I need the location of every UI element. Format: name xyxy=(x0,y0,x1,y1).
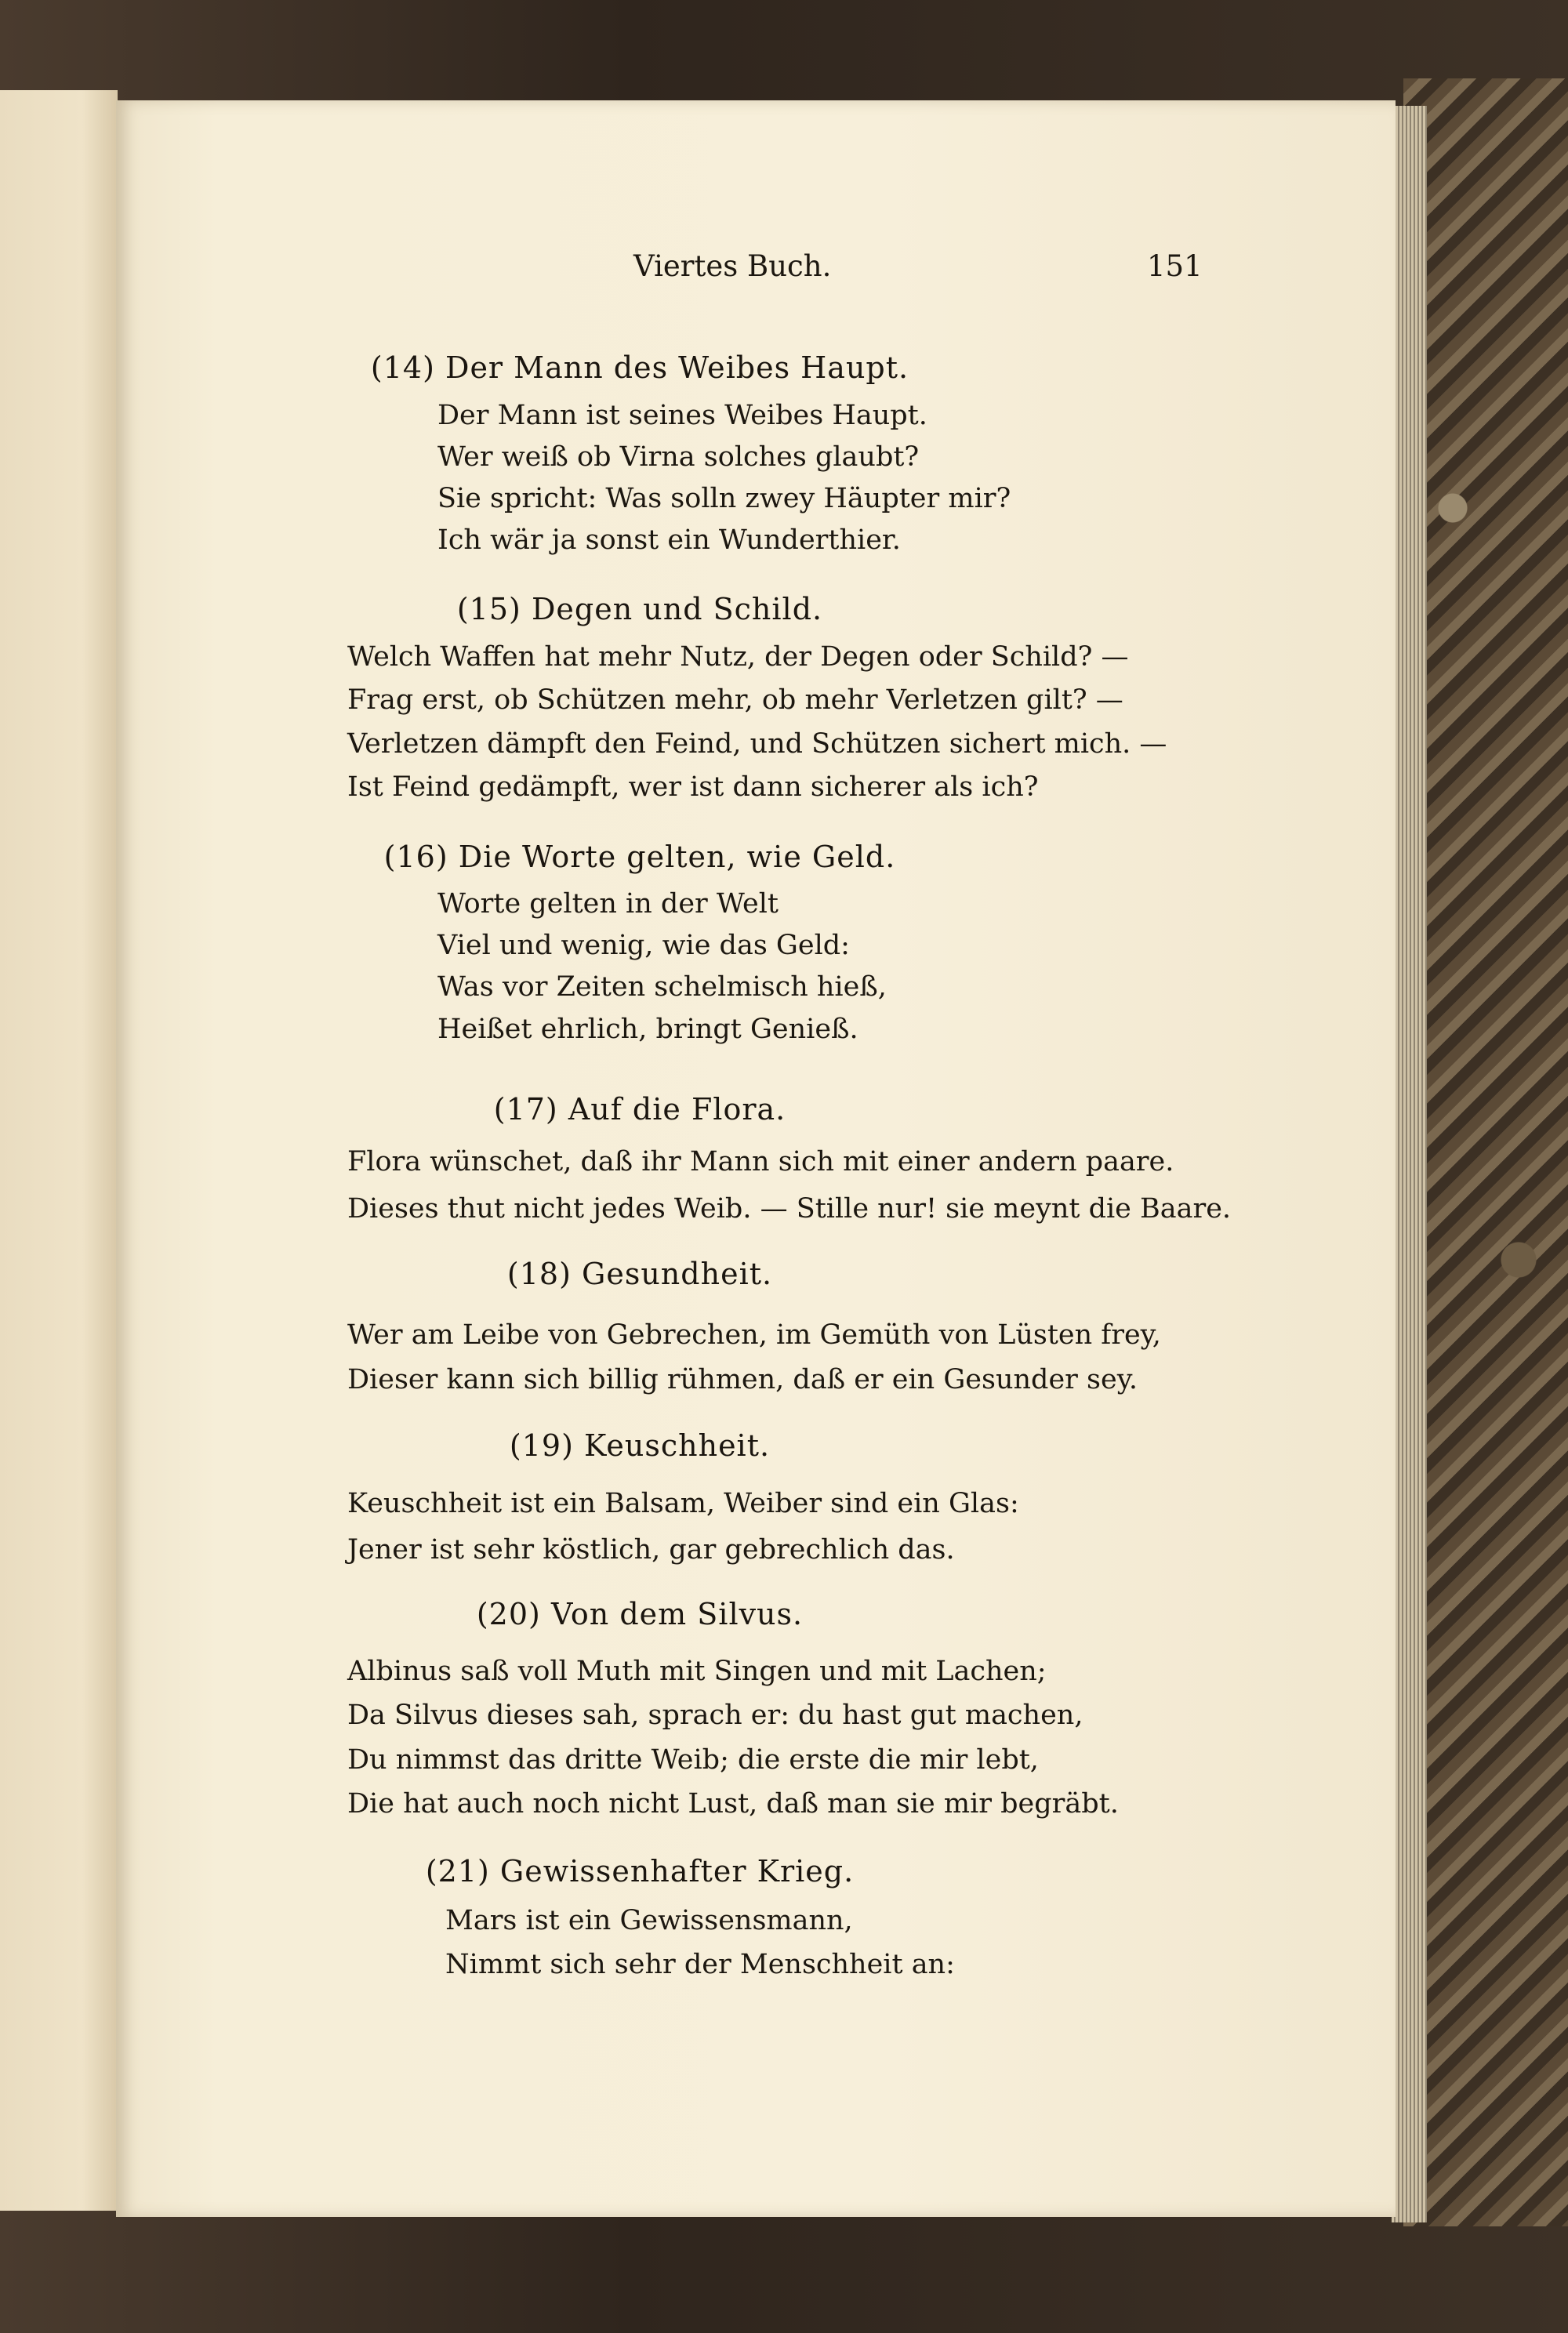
facing-page-edge xyxy=(0,90,118,2211)
poem-line: Was vor Zeiten schelmisch hieß, xyxy=(437,971,887,1003)
poem-line: Sie spricht: Was solln zwey Häupter mir? xyxy=(437,483,1011,514)
poem-line: Wer am Leibe von Gebrechen, im Gemüth von Lüsten frey, xyxy=(347,1319,1161,1351)
poem-line: Albinus saß voll Muth mit Singen und mit Lachen; xyxy=(347,1656,1047,1687)
poem-line: Wer weiß ob Virna solches glaubt? xyxy=(437,441,920,473)
poem-line: Du nimmst das dritte Weib; die erste die mir lebt, xyxy=(347,1744,1039,1776)
poem-line: Worte gelten in der Welt xyxy=(437,888,779,920)
poem-line: Flora wünschet, daß ihr Mann sich mit einer andern paare. xyxy=(347,1146,1174,1177)
poem-heading: (19) Keuschheit. xyxy=(509,1428,771,1463)
poem-line: Dieses thut nicht jedes Weib. — Stille nur! sie meynt die Baare. xyxy=(347,1193,1232,1225)
poem-line: Viel und wenig, wie das Geld: xyxy=(437,930,850,961)
poem-line: Welch Waffen hat mehr Nutz, der Degen oder Schild? — xyxy=(347,641,1129,673)
poem-line: Der Mann ist seines Weibes Haupt. xyxy=(437,400,927,431)
poem-heading: (15) Degen und Schild. xyxy=(456,592,823,626)
poem-heading: (20) Von dem Silvus. xyxy=(476,1597,804,1631)
poem-line: Dieser kann sich billig rühmen, daß er ein Gesunder sey. xyxy=(347,1364,1138,1395)
poem-line: Die hat auch noch nicht Lust, daß man sie mir begräbt. xyxy=(347,1788,1119,1820)
poem-heading: (17) Auf die Flora. xyxy=(493,1092,786,1127)
poem-heading: (14) Der Mann des Weibes Haupt. xyxy=(370,350,909,385)
poem-line: Nimmt sich sehr der Menschheit an: xyxy=(445,1949,955,1980)
poem-line: Frag erst, ob Schützen mehr, ob mehr Verletzen gilt? — xyxy=(347,684,1123,716)
poem-line: Da Silvus dieses sah, sprach er: du hast gut machen, xyxy=(347,1700,1083,1731)
page-edges xyxy=(1392,106,1427,2222)
poem-line: Mars ist ein Gewissensmann, xyxy=(445,1905,853,1936)
poem-line: Jener ist sehr köstlich, gar gebrechlich das. xyxy=(347,1534,955,1566)
poem-heading: (16) Die Worte gelten, wie Geld. xyxy=(383,840,896,874)
poem-line: Keuschheit ist ein Balsam, Weiber sind ein Glas: xyxy=(347,1488,1019,1519)
page-number: 151 xyxy=(1147,249,1203,283)
marbled-cover xyxy=(1403,78,1568,2226)
running-title: Viertes Buch. xyxy=(633,249,832,283)
poem-heading: (21) Gewissenhafter Krieg. xyxy=(425,1854,855,1889)
poem-heading: (18) Gesundheit. xyxy=(506,1257,773,1291)
poem-line: Heißet ehrlich, bringt Genieß. xyxy=(437,1014,858,1045)
poem-line: Verletzen dämpft den Feind, und Schützen sichert mich. — xyxy=(347,728,1167,760)
poem-line: Ich wär ja sonst ein Wunderthier. xyxy=(437,524,901,556)
poem-line: Ist Feind gedämpft, wer ist dann sicherer als ich? xyxy=(347,771,1039,803)
